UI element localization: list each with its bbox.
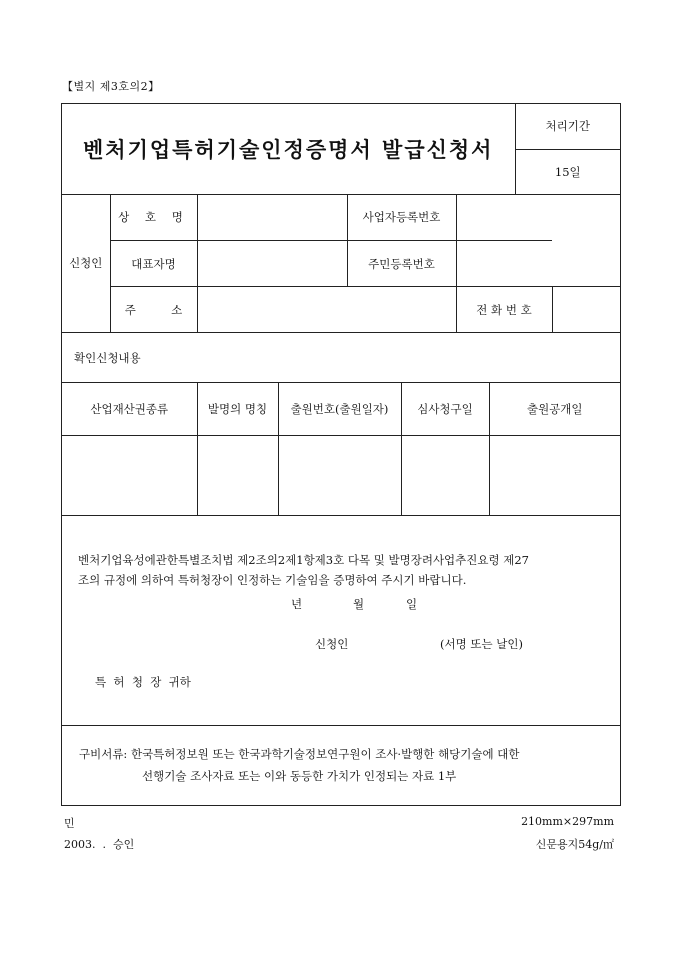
business-reg-field[interactable] [456, 195, 552, 241]
col-invention-name: 발명의 명칭 [197, 383, 278, 435]
col-application-no: 출원번호(출원일자) [278, 383, 401, 435]
representative-label: 대표자명 [110, 241, 197, 287]
invention-name-field[interactable] [197, 435, 278, 515]
resident-reg-label: 주민등록번호 [347, 241, 456, 287]
address-field[interactable] [197, 287, 456, 333]
patent-table [62, 383, 620, 516]
statement-line-1: 벤처기업육성에관한특별조치법 제2조의2제1항제3호 다목 및 발명장려사업추진요령 제27 [78, 552, 529, 567]
ip-type-field[interactable] [62, 435, 197, 515]
company-name-label: 상 호 명 [110, 195, 197, 241]
signer-label: 신청인 [315, 636, 349, 651]
company-name-field[interactable] [197, 195, 347, 241]
address-label-2: 소 [171, 302, 183, 317]
documents-block [62, 726, 620, 810]
title-cell [62, 104, 515, 194]
col-publication-date: 출원공개일 [489, 383, 620, 435]
application-form [61, 103, 621, 806]
resident-reg-field[interactable] [456, 241, 552, 287]
address-label [110, 287, 197, 333]
form-title: 벤처기업특허기술인정증명서 발급신청서 [83, 136, 494, 162]
processing-period-value: 15일 [515, 149, 620, 194]
statement-block [62, 516, 620, 726]
business-reg-label: 사업자등록번호 [347, 195, 456, 241]
footer-left-1: 민 [64, 817, 75, 830]
recipient: 특 허 청 장 귀하 [95, 674, 191, 689]
form-label: 【별지 제3호의2】 [62, 80, 160, 93]
footer-paper-size: 210mm×297mm [521, 815, 614, 828]
documents-line-2: 선행기술 조사자료 또는 이와 동등한 가치가 인정되는 자료 1부 [142, 768, 457, 783]
exam-request-date-field[interactable] [401, 435, 489, 515]
date-month: 월 [353, 596, 365, 611]
col-exam-request-date: 심사청구일 [401, 383, 489, 435]
application-no-field[interactable] [278, 435, 401, 515]
confirm-section-label: 확인신청내용 [62, 333, 620, 383]
documents-line-1: 구비서류: 한국특허정보원 또는 한국과학기술정보연구원이 조사·발행한 해당기술에 대한 [79, 746, 520, 761]
signature-note: (서명 또는 날인) [440, 636, 523, 651]
date-day: 일 [406, 596, 418, 611]
representative-field[interactable] [197, 241, 347, 287]
col-ip-type: 산업재산권종류 [62, 383, 197, 435]
address-label-1: 주 [124, 302, 136, 317]
applicant-group-label: 신청인 [62, 195, 110, 333]
confirm-section-table [62, 333, 620, 383]
publication-date-field[interactable] [489, 435, 620, 515]
phone-field[interactable] [552, 287, 620, 333]
footer-left-2: 2003. . 승인 [64, 838, 135, 851]
title-table [62, 104, 620, 195]
processing-period-label: 처리기간 [515, 104, 620, 149]
statement-line-2: 조의 규정에 의하여 특허청장이 인정하는 기술임을 증명하여 주시기 바랍니다. [78, 572, 467, 587]
applicant-table [62, 195, 620, 334]
footer-paper-type: 신문용지54g/㎡ [535, 838, 614, 851]
phone-label: 전 화 번 호 [456, 287, 552, 333]
date-year: 년 [291, 596, 303, 611]
